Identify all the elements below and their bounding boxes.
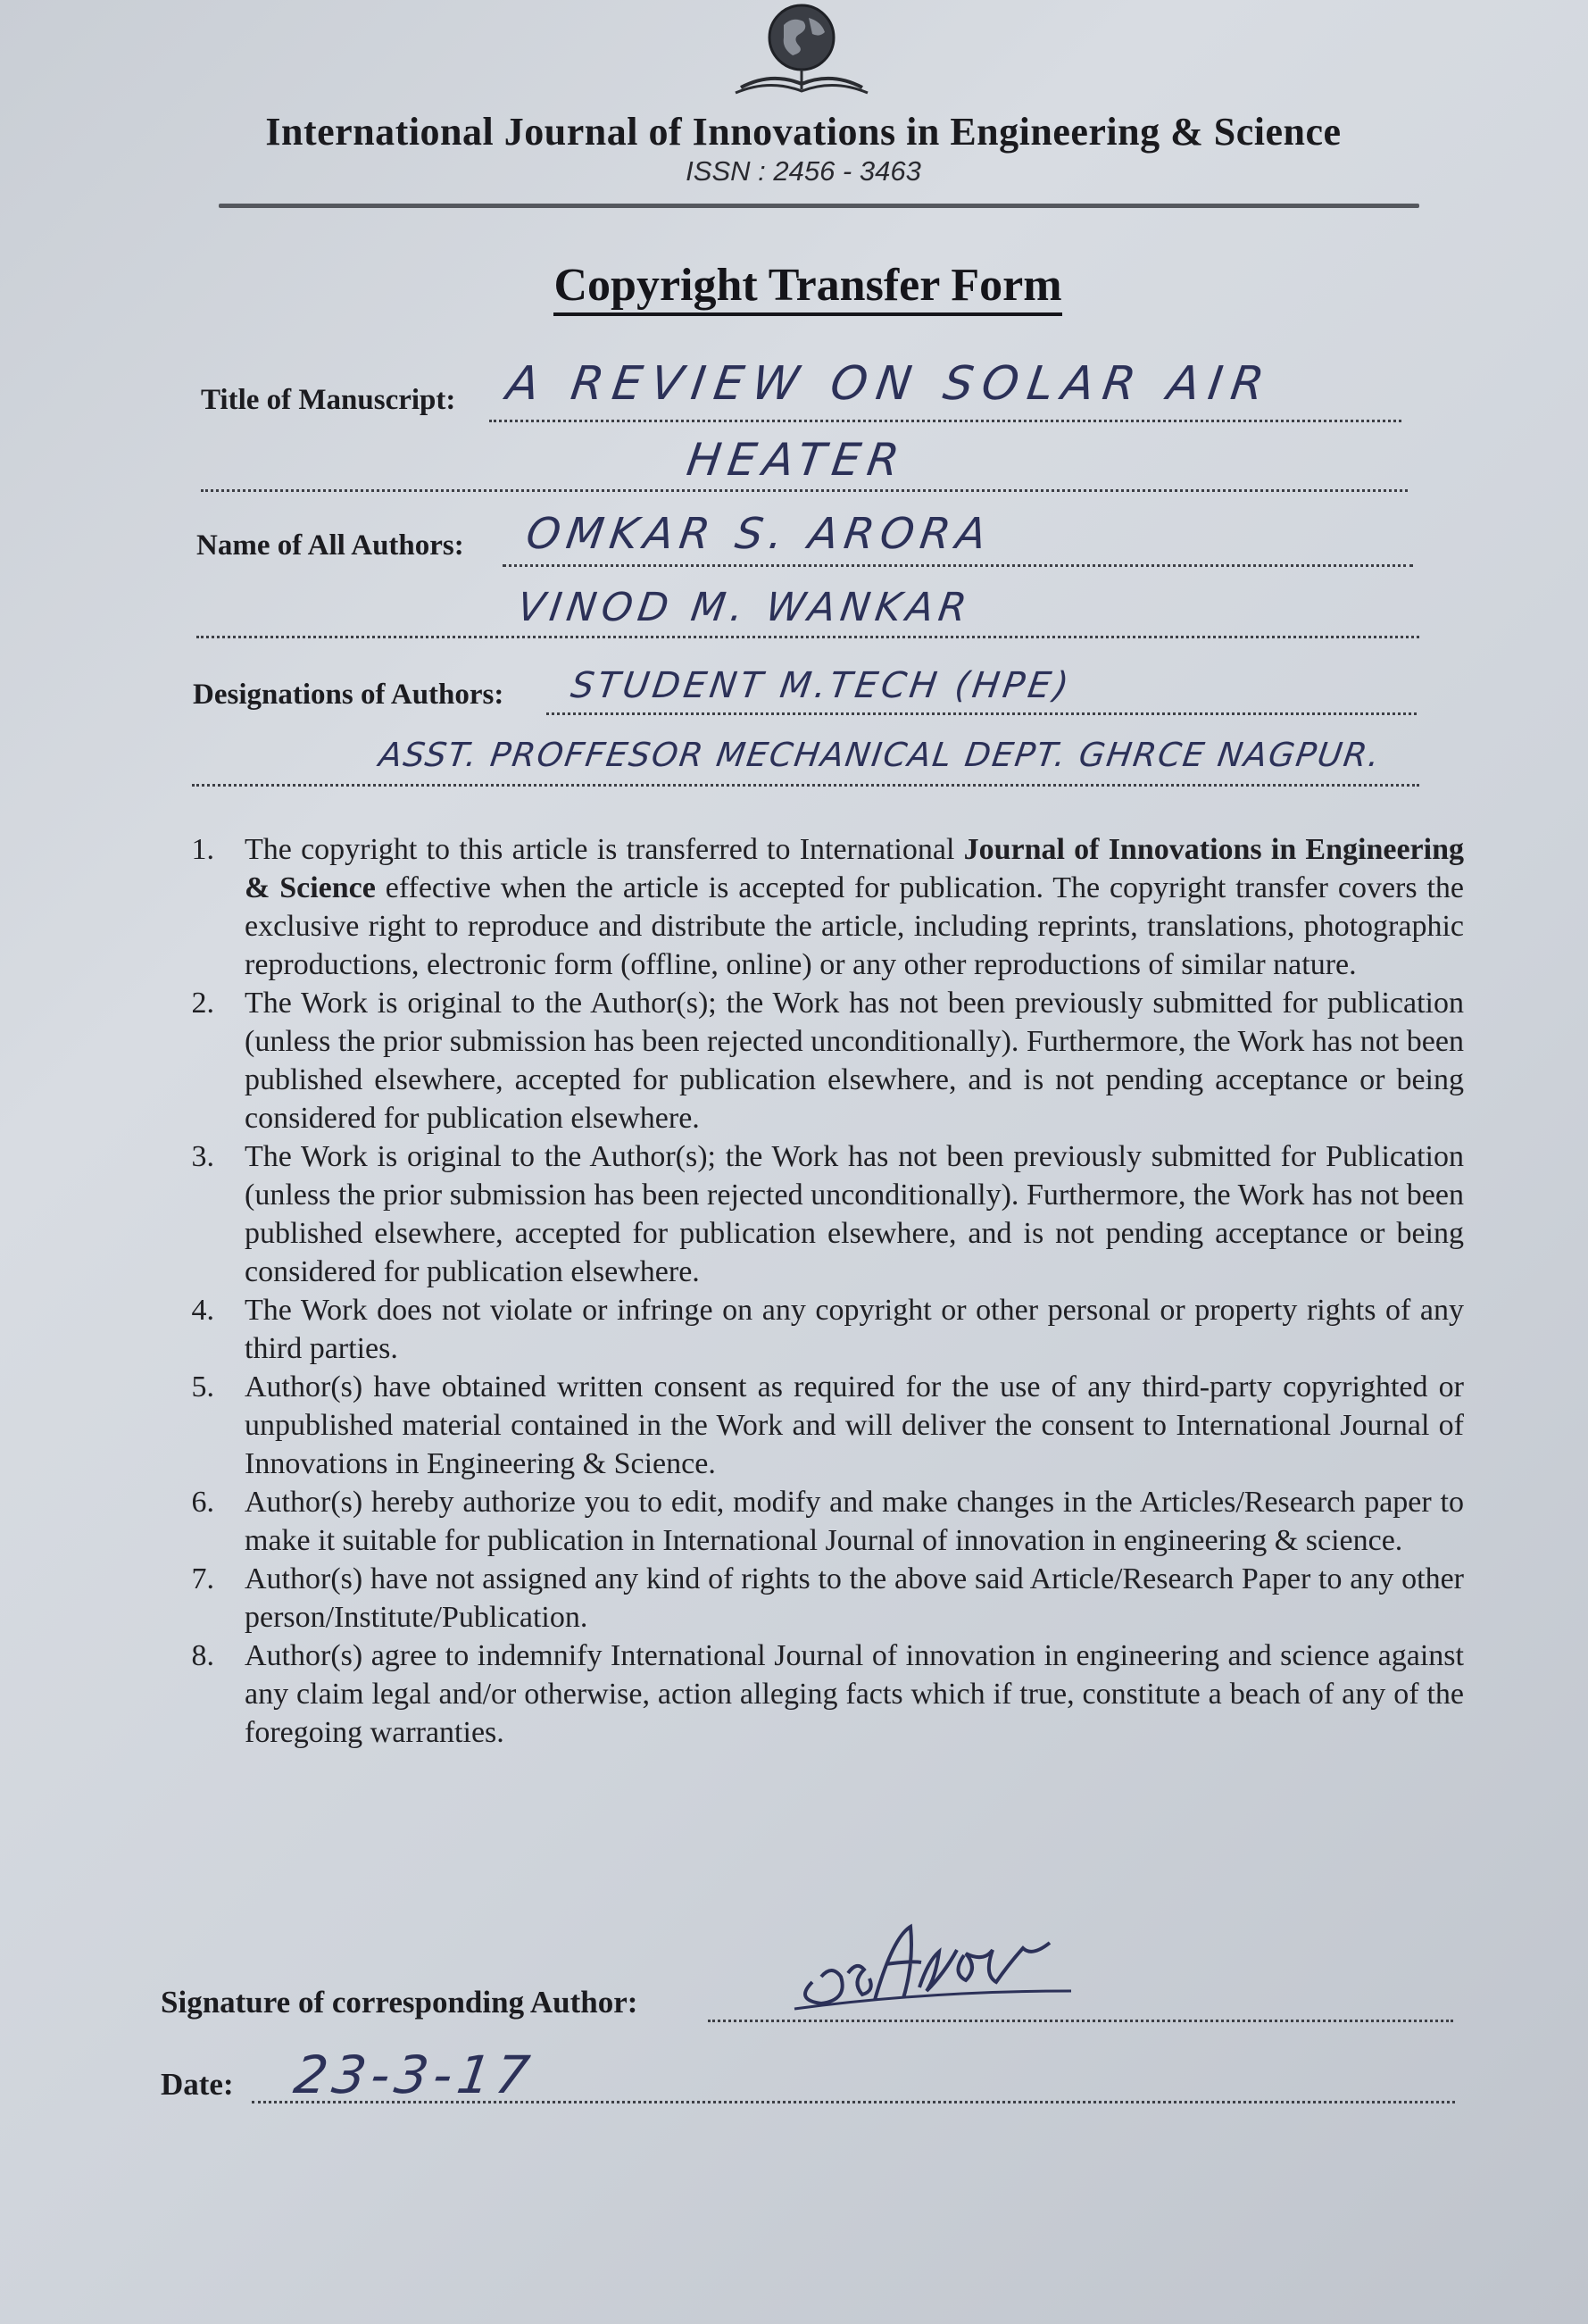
clause-1 [170,830,1464,984]
clause-4 [170,1291,1464,1368]
clause-number: 6. [191,1486,214,1519]
clause-text: Author(s) have obtained written consent as required for the use of any third-party copyrighted or unpublished material contained in the Work and will deliver the consent to International Journal of Innovations in Engineering & Science. [245,1370,1464,1480]
authors-line-2 [196,636,1419,638]
title-line-2 [201,489,1408,492]
title-value-2: HEATER [683,434,910,486]
authors-line-1 [503,564,1413,567]
clause-number: 5. [191,1370,214,1404]
clause-text-part: effective when the article is accepted for publication. The copyright transfer covers the exclusive right to reproduce and distribute the article, including reprints, translations, photographic reproductions, electronic form (offline, online) or any other reproductions of similar nature. [245,871,1465,981]
clauses-list [170,830,1464,1752]
clause-text [245,830,1464,984]
designations-line-1 [546,712,1417,715]
clause-2 [170,984,1464,1137]
authors-label: Name of All Authors: [196,529,464,562]
designation-1: STUDENT M.TECH (HPE) [568,665,1075,706]
clause-3 [170,1137,1464,1291]
clause-number: 3. [191,1140,214,1173]
date-label: Date: [161,2067,234,2102]
handwritten-signature [786,1911,1089,2018]
clause-number: 7. [191,1562,214,1595]
clause-bold-part: Journal of Innovations in Engineering & Science [245,833,1465,904]
clause-number: 4. [191,1294,214,1327]
title-value-1: A REVIEW ON SOLAR AIR [503,357,1276,411]
designations-line-2 [192,784,1419,787]
clause-7 [170,1560,1464,1637]
clause-8 [170,1637,1464,1752]
clause-text: The Work is original to the Author(s); the Work has not been previously submitted for Publication (unless the prior submission has been rejected unconditionally). Furthermore, the Work has not been published elsewhere, accepted for publication elsewhere, and is not pending acceptance or being considered for publication elsewhere. [245,1140,1464,1288]
clause-5 [170,1368,1464,1483]
clause-6 [170,1483,1464,1560]
author-1: OMKAR S. ARORA [523,509,996,559]
clause-text: The Work is original to the Author(s); the Work has not been previously submitted for publication (unless the prior submission has been rejected unconditionally). Furthermore, the Work has not been published elsewhere, accepted for publication elsewhere, and is not pending acceptance or being considered for publication elsewhere. [245,987,1464,1135]
signature-line [708,2020,1453,2022]
globe-book-logo [723,0,875,98]
clause-number: 2. [191,987,214,1020]
form-title [268,259,1348,312]
header-divider [219,204,1419,208]
issn: ISSN : 2456 - 3463 [686,155,921,187]
date-value: 23-3-17 [290,2045,539,2105]
designation-2: ASST. PROFFESOR MECHANICAL DEPT. GHRCE NAGPUR. [376,736,1384,774]
journal-title: International Journal of Innovations in Engineering & Science [265,110,1342,154]
form-title-text: Copyright Transfer Form [553,260,1061,316]
clause-text-part: The copyright to this article is transferred to International [245,833,964,866]
clause-text: Author(s) hereby authorize you to edit, modify and make changes in the Articles/Research paper to make it suitable for publication in International Journal of innovation in engineering & science. [245,1486,1464,1557]
designations-label: Designations of Authors: [193,679,504,711]
author-2: VINOD M. WANKAR [514,585,975,630]
signature-label: Signature of corresponding Author: [161,1985,638,2020]
clause-text: Author(s) agree to indemnify International Journal of innovation in engineering and science against any claim legal and/or otherwise, action alleging facts which if true, constitute a beach of any of the foregoing warranties. [245,1639,1464,1749]
title-line-1 [489,420,1401,422]
title-label: Title of Manuscript: [201,384,456,416]
clause-number: 8. [191,1639,214,1672]
clause-text: Author(s) have not assigned any kind of rights to the above said Article/Research Paper to any other person/Institute/Publication. [245,1562,1464,1634]
clause-number: 1. [191,833,214,866]
clause-text: The Work does not violate or infringe on any copyright or other personal or property rights of any third parties. [245,1294,1464,1365]
